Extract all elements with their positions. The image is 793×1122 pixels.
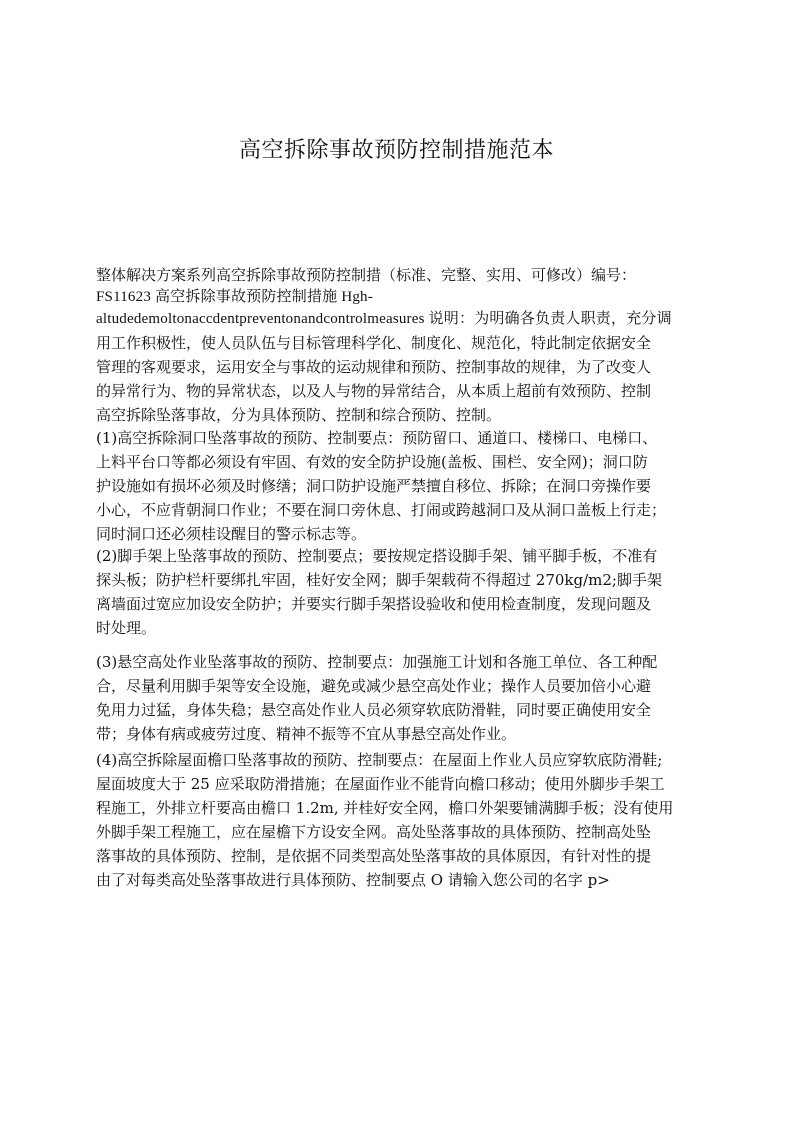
text-line: (3)悬空高处作业坠落事故的预防、控制要点：加强施工计划和各施工单位、各工种配 <box>96 653 658 671</box>
text-line: 合，尽量利用脚手架等安全设施，避免或减少悬空高处作业；操作人员要加倍小心避 <box>96 677 652 695</box>
text-line: altudedemoltonaccdentpreventonandcontrolmeasures 说明：为明确各负责人职责，充分调 <box>96 311 672 327</box>
text-line: 管理的客观要求，运用安全与事故的运动规律和预防、控制事故的规律，为了改变人 <box>96 358 652 376</box>
text-line: 外脚手架工程施工，应在屋檐下方设安全网。高处坠落事故的具体预防、控制高处坠 <box>96 823 652 841</box>
text-line: 落事故的具体预防、控制，是依据不同类型高处坠落事故的具体原因，有针对性的提 <box>96 847 652 865</box>
text-line: (2)脚手架上坠落事故的预防、控制要点；要按规定搭设脚手架、铺平脚手板，不准有 <box>96 547 658 565</box>
text-line: FS11623 高空拆除事故预防控制措施 Hgh- <box>96 289 373 305</box>
paragraph-2 <box>96 544 700 640</box>
text-line: 由了对每类高处坠落事故进行具体预防、控制要点 O 请输入您公司的名字 p> <box>96 871 610 889</box>
paragraph-4 <box>96 748 700 892</box>
intro-paragraph <box>96 263 700 427</box>
text-line: 程施工，外排立杆要高由檐口 1.2m, 并桂好安全网，檐口外架要铺满脚手板；没有使用 <box>96 799 674 817</box>
text-line: (1)高空拆除洞口坠落事故的预防、控制要点：预防留口、通道口、楼梯口、电梯口、 <box>96 429 658 447</box>
paragraph-3 <box>96 650 700 746</box>
text-line: 带；身体有病或疲劳过度、精神不振等不宜从事悬空高处作业。 <box>96 725 517 743</box>
text-line: 探头板；防护栏杆要绑扎牢固，桂好安全网；脚手架载荷不得超过 270kg/m2;脚手架 <box>96 571 662 589</box>
text-line: 小心，不应背朝洞口作业；不要在洞口旁休息、打闹或跨越洞口及从洞口盖板上行走； <box>96 501 667 519</box>
text-line: 时处理。 <box>96 619 157 637</box>
text-line: 用工作积极性，使人员队伍与目标管理科学化、制度化、规范化，特此制定依据安全 <box>96 334 652 352</box>
text-line: 屋面坡度大于 25 应采取防滑措施；在屋面作业不能背向檐口移动；使用外脚步手架工 <box>96 775 665 793</box>
text-line: 整体解决方案系列高空拆除事故预防控制措（标准、完整、实用、可修改）编号： <box>96 266 637 284</box>
paragraph-1 <box>96 426 700 546</box>
text-line: 的异常行为、物的异常状态，以及人与物的异常结合，从本质上超前有效预防、控制 <box>96 382 652 400</box>
document-title: 高空拆除事故预防控制措施范本 <box>238 138 554 163</box>
text-line: 同时洞口还必须桂设醒目的警示标志等。 <box>96 525 367 543</box>
text-line: 高空拆除坠落事故，分为具体预防、控制和综合预防、控制。 <box>96 406 502 424</box>
text-line: 护设施如有损坏必须及时修缮；洞口防护设施严禁擅自移位、拆除；在洞口旁操作要 <box>96 477 652 495</box>
text-line: 免用力过猛，身体失稳；悬空高处作业人员必须穿软底防滑鞋，同时要正确使用安全 <box>96 701 652 719</box>
text-line: (4)高空拆除屋面檐口坠落事故的预防、控制要点：在屋面上作业人员应穿软底防滑鞋; <box>96 751 663 769</box>
text-line: 离墙面过宽应加设安全防护；并要实行脚手架搭设验收和使用检查制度，发现问题及 <box>96 595 652 613</box>
text-line: 上料平台口等都必须设有牢固、有效的安全防护设施(盖板、围栏、安全网)；洞口防 <box>96 453 648 471</box>
